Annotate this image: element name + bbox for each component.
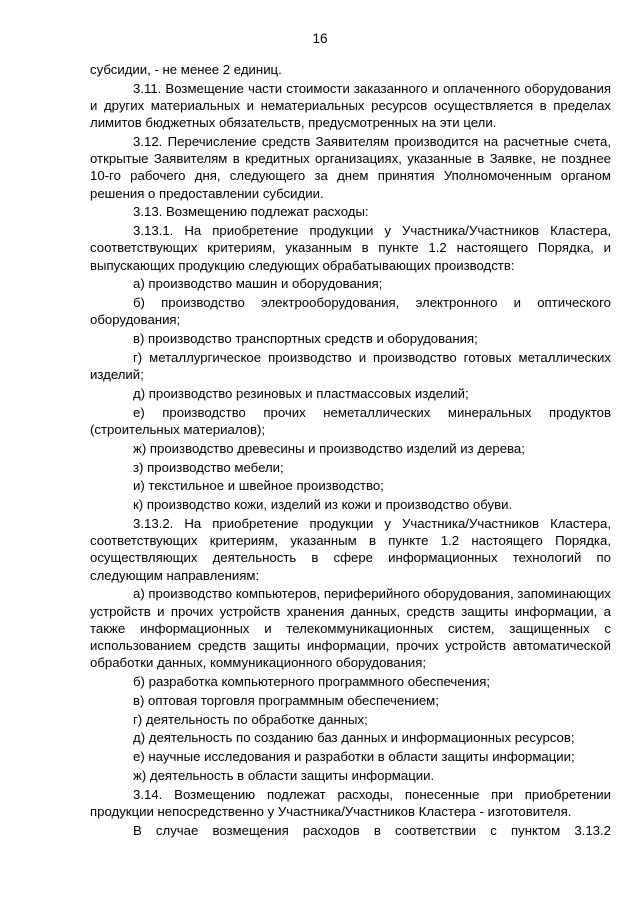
list-item-3-13-1-zh: ж) производство древесины и производство изделий из дерева; — [133, 440, 525, 456]
list-item-3-13-2-b: б) разработка компьютерного программного обеспечения; — [133, 674, 491, 689]
paragraph-3-12: 3.12. Перечисление средств Заявителям производится на расчетные счета, открытые Заявителям в кредитных организациях, указанные в Заявке, не позднее 10-го рабочего дня, следующего за днем принятия Уполномоченным органом решения о предоставлении субсидии. — [90, 134, 611, 201]
list-item-3-13-1-i: и) текстильное и швейное производство; — [133, 478, 384, 494]
list-item-3-13-1-z: з) производство мебели; — [133, 459, 284, 475]
list-item-3-13-2-d: д) деятельность по созданию баз данных и информационных ресурсов; — [133, 730, 575, 746]
list-item-3-13-1-k: к) производство кожи, изделий из кожи и производство обуви. — [133, 497, 513, 513]
page-number: 16 — [312, 31, 328, 46]
paragraph-3-13-1: 3.13.1. На приобретение продукции у Участника/Участников Кластера, соответствующих критериям, указанным в пункте 1.2 настоящего Порядка, и выпускающих продукцию следующих обрабатывающих производств: — [90, 223, 611, 273]
list-item-3-13-1-v: в) производство транспортных средств и оборудования; — [133, 331, 478, 347]
paragraph-3-14: 3.14. Возмещению подлежат расходы, понесенные при приобретении продукции непосредственно у Участника/Участников Кластера - изготовителя. — [90, 786, 611, 819]
list-item-3-13-2-a: а) производство компьютеров, периферийного оборудования, запоминающих устройств и прочих устройств хранения данных, средств защиты информации, а также информационных и телекоммуникационных систем, защищенных с использованием средств защиты информации, прочих устройств автоматической обработки данных, коммуникационного оборудования; — [90, 586, 611, 671]
paragraph-subsidy-units: субсидии, - не менее 2 единиц. — [90, 62, 282, 77]
list-item-3-13-1-b: б) производство электрооборудования, электронного и оптического оборудования; — [90, 295, 611, 328]
list-item-3-13-1-g: г) металлургическое производство и производство готовых металлических изделий; — [90, 350, 611, 383]
list-item-3-13-2-zh: ж) деятельность в области защиты информации. — [133, 767, 435, 783]
document-body — [90, 61, 611, 841]
list-item-3-13-1-a: а) производство машин и оборудования; — [133, 276, 383, 292]
list-item-3-13-1-d: д) производство резиновых и пластмассовых изделий; — [133, 386, 469, 401]
paragraph-continuation: В случае возмещения расходов в соответствии с пунктом 3.13.2 — [133, 822, 611, 838]
paragraph-3-13: 3.13. Возмещению подлежат расходы: — [133, 204, 369, 220]
list-item-3-13-2-e: е) научные исследования и разработки в области защиты информации; — [133, 749, 575, 765]
paragraph-3-13-2: 3.13.2. На приобретение продукции у Участника/Участников Кластера, соответствующих критериям, указанным в пункте 1.2 настоящего Порядка, осуществляющих деятельность в сфере информационных технологий по следующим направлениям: — [90, 515, 611, 583]
list-item-3-13-2-v: в) оптовая торговля программным обеспечением; — [133, 692, 439, 708]
list-item-3-13-1-e: е) производство прочих неметаллических минеральных продуктов (строительных материалов); — [90, 404, 611, 437]
paragraph-3-11: 3.11. Возмещение части стоимости заказанного и оплаченного оборудования и других материальных и нематериальных ресурсов осуществляется в пределах лимитов бюджетных обязательств, предусмотренных на эти цели. — [90, 80, 611, 131]
list-item-3-13-2-g: г) деятельность по обработке данных; — [133, 711, 368, 727]
